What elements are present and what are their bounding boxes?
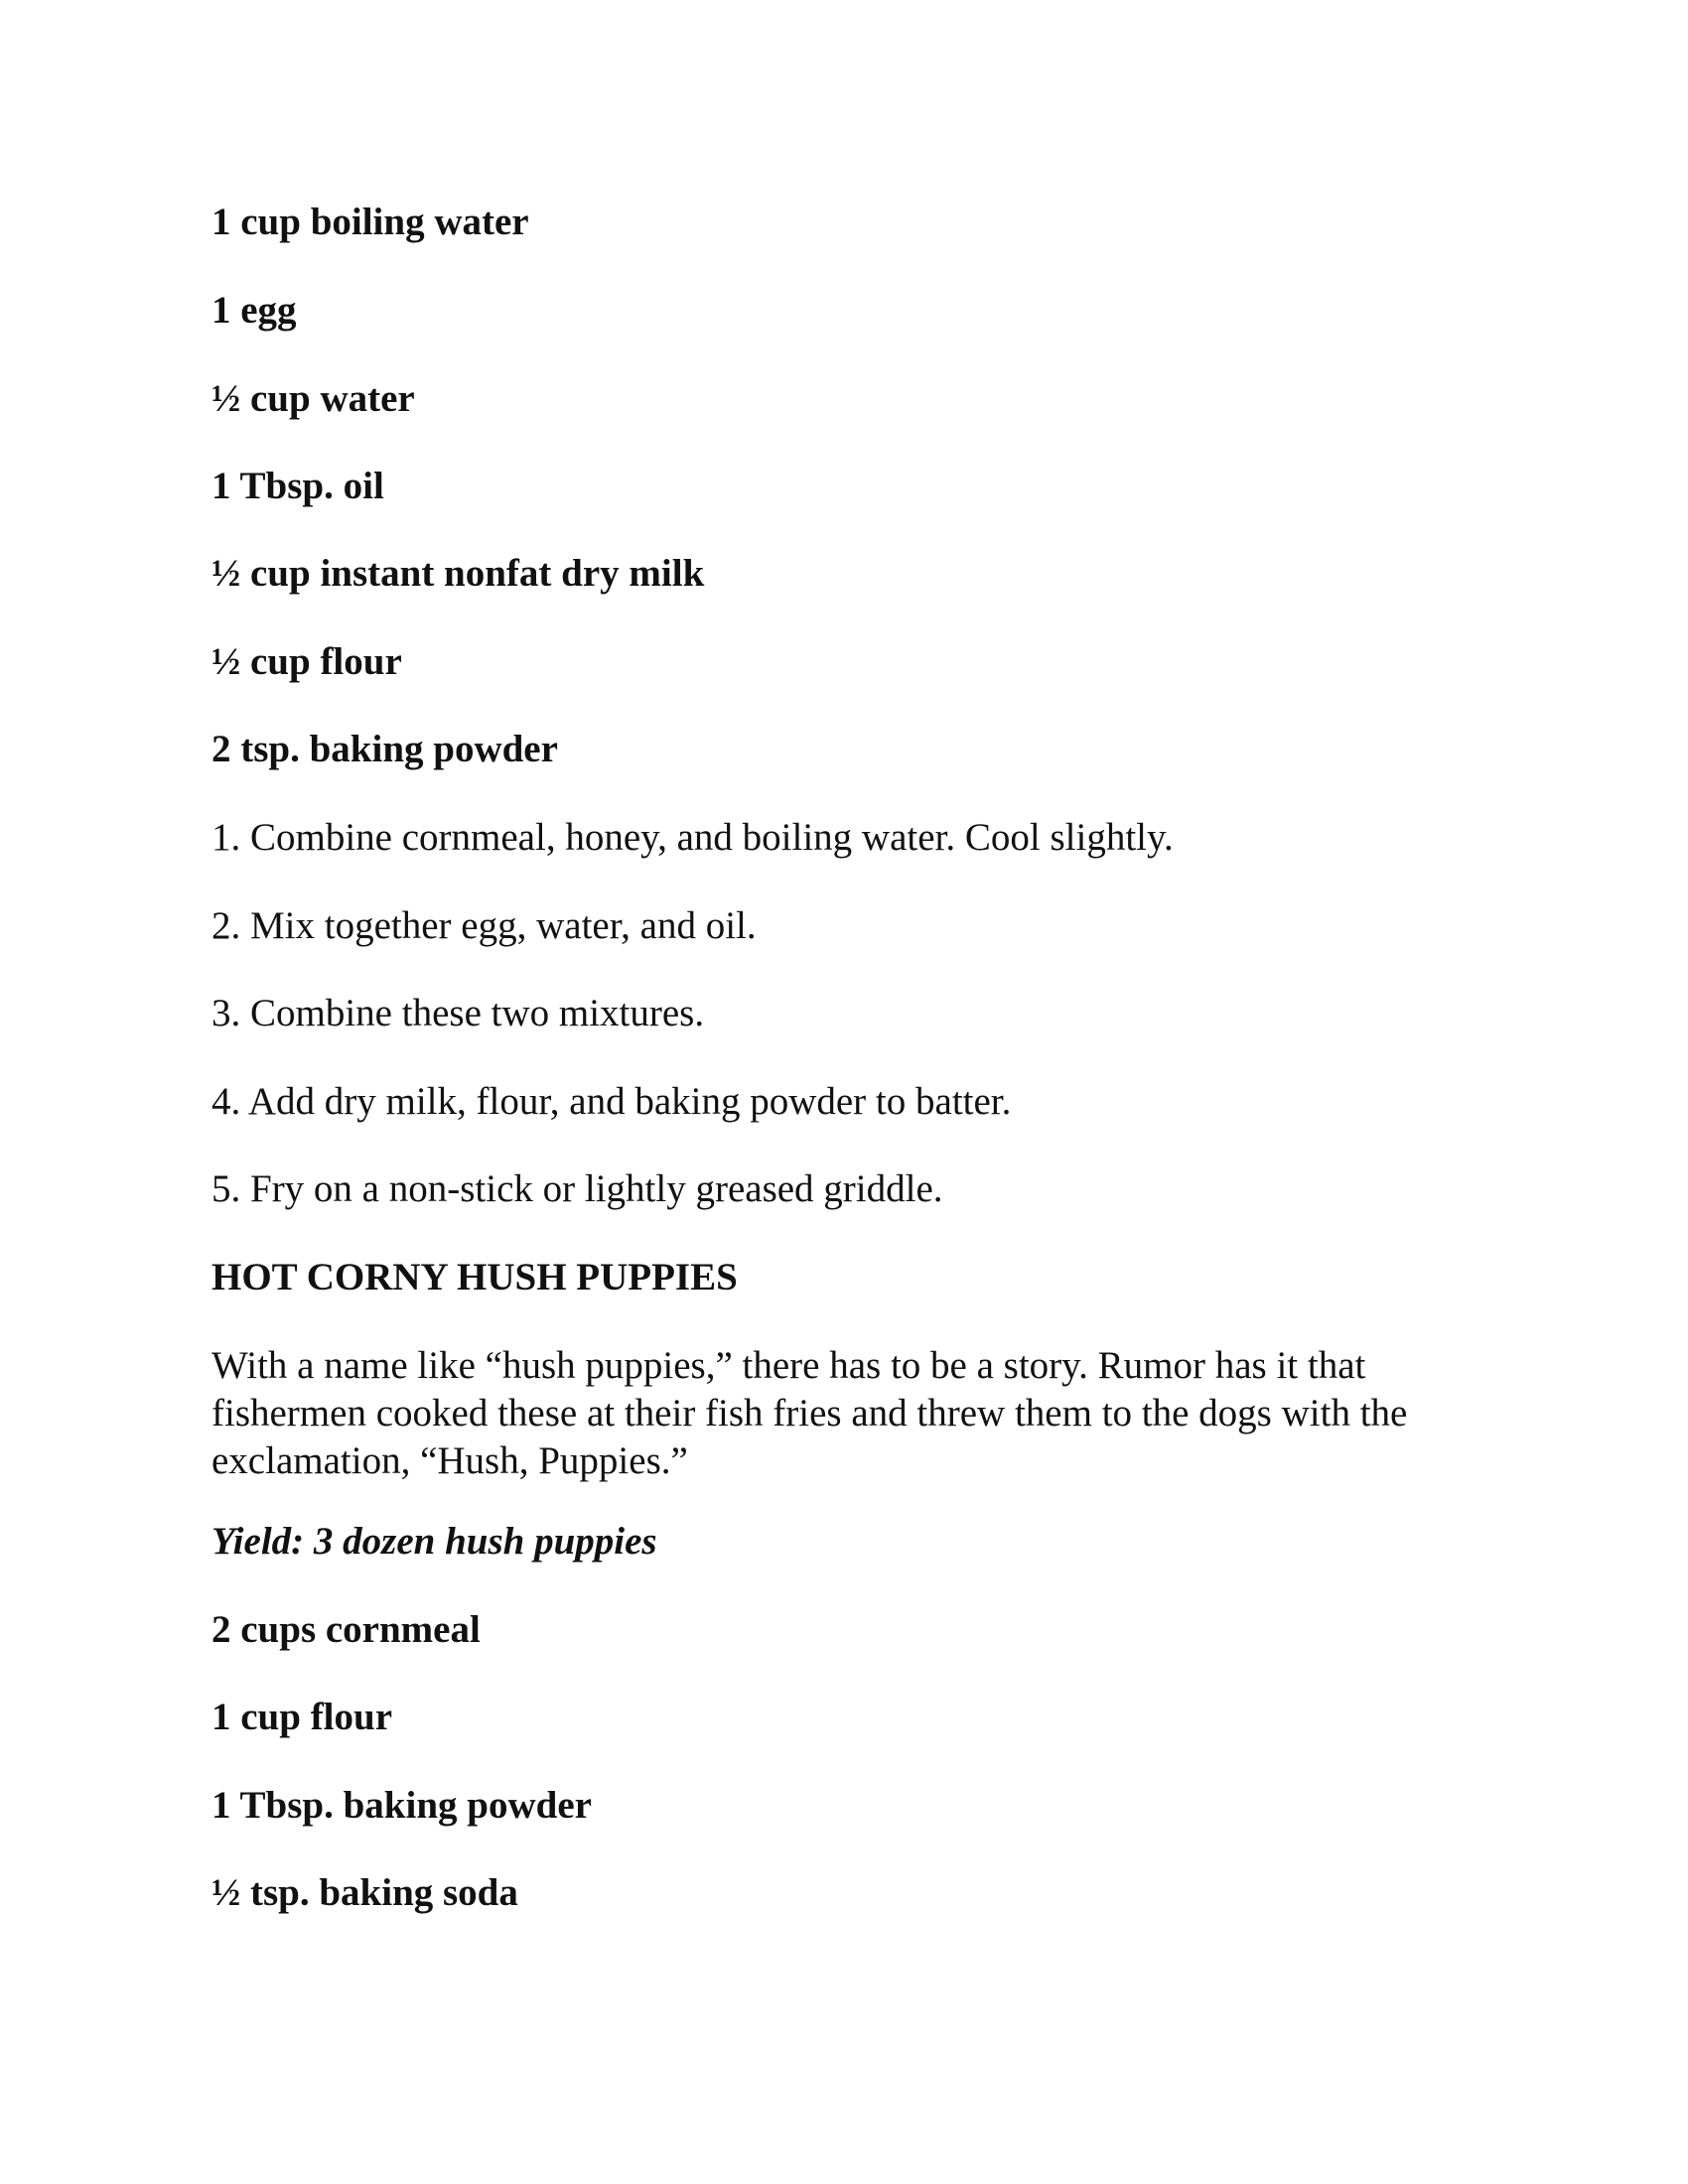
- instruction-step: 1. Combine cornmeal, honey, and boiling water. Cool slightly.: [211, 816, 1174, 859]
- ingredient-line: 1 egg: [211, 289, 297, 332]
- instruction-step: 3. Combine these two mixtures.: [211, 992, 705, 1034]
- instruction-step: 2. Mix together egg, water, and oil.: [211, 904, 757, 947]
- ingredient-line: 2 tsp. baking powder: [211, 728, 558, 770]
- recipe-intro: With a name like “hush puppies,” there has to be a story. Rumor has it that fishermen cooked these at their fish fries and threw them to the dogs with the exclamation, “Hush, Puppies.”: [211, 1344, 1408, 1482]
- ingredient-line: ½ cup water: [211, 377, 415, 420]
- ingredient-line: 1 Tbsp. oil: [211, 465, 384, 507]
- ingredient-line: 1 Tbsp. baking powder: [211, 1784, 592, 1827]
- ingredient-line: 1 cup flour: [211, 1696, 393, 1738]
- instruction-step: 4. Add dry milk, flour, and baking powder to batter.: [211, 1080, 1012, 1123]
- ingredient-line: ½ cup instant nonfat dry milk: [211, 552, 705, 595]
- ingredient-line: ½ cup flour: [211, 640, 402, 683]
- recipe-yield: Yield: 3 dozen hush puppies: [211, 1520, 657, 1563]
- ingredient-line: 2 cups cornmeal: [211, 1608, 481, 1651]
- ingredient-line: 1 cup boiling water: [211, 201, 529, 243]
- recipe-title: HOT CORNY HUSH PUPPIES: [211, 1256, 738, 1298]
- instruction-step: 5. Fry on a non-stick or lightly greased griddle.: [211, 1167, 943, 1210]
- ingredient-line: ½ tsp. baking soda: [211, 1871, 518, 1914]
